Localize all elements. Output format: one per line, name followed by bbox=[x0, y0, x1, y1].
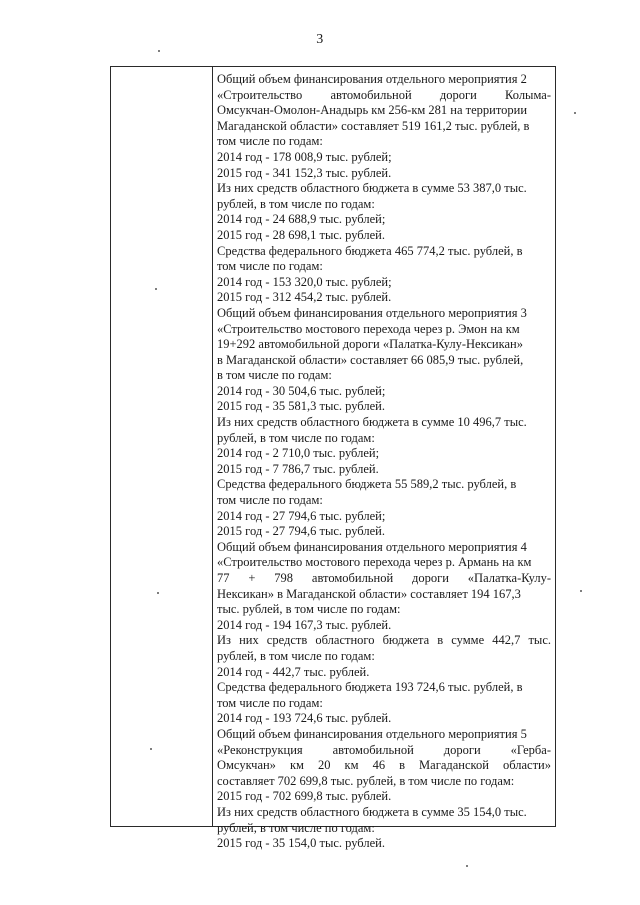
text-line: Магаданской области» составляет 519 161,2 тыс. рублей, в bbox=[217, 118, 530, 133]
text-line: 2014 год - 442,7 тыс. рублей. bbox=[217, 664, 370, 679]
text-line: Общий объем финансирования отдельного мероприятия 3 bbox=[217, 305, 527, 320]
page-number: 3 bbox=[316, 32, 324, 47]
text-line: «Строительство автомобильной дороги Колыма- bbox=[217, 87, 551, 102]
text-line: Общий объем финансирования отдельного мероприятия 2 bbox=[217, 72, 527, 86]
text-line: Из них средств областного бюджета в сумме 35 154,0 тыс. bbox=[217, 804, 527, 819]
scan-speck bbox=[580, 590, 582, 592]
text-line: тыс. рублей, в том числе по годам: bbox=[217, 602, 401, 617]
text-line: рублей, в том числе по годам: bbox=[217, 820, 375, 835]
text-line: рублей, в том числе по годам: bbox=[217, 196, 375, 211]
text-line: 2014 год - 178 008,9 тыс. рублей; bbox=[217, 149, 392, 164]
text-line: «Строительство мостового перехода через р. Армань на км bbox=[217, 555, 532, 570]
text-line: 2014 год - 2 710,0 тыс. рублей; bbox=[217, 446, 380, 461]
text-line: рублей, в том числе по годам: bbox=[217, 430, 375, 445]
scan-speck bbox=[158, 50, 160, 52]
text-line: 77 + 798 автомобильной дороги «Палатка-Кулу- bbox=[217, 571, 551, 585]
text-line: 2015 год - 27 794,6 тыс. рублей. bbox=[217, 524, 385, 539]
text-line: «Строительство мостового перехода через р. Эмон на км bbox=[217, 321, 520, 336]
text-line: Общий объем финансирования отдельного мероприятия 5 bbox=[217, 726, 527, 741]
table-left-cell bbox=[111, 67, 213, 826]
scan-speck bbox=[466, 865, 468, 867]
text-line: Из них средств областного бюджета в сумме 53 387,0 тыс. bbox=[217, 181, 527, 196]
text-line: Из них средств областного бюджета в сумме 10 496,7 тыс. bbox=[217, 415, 527, 430]
text-line: 2014 год - 30 504,6 тыс. рублей; bbox=[217, 383, 386, 398]
scan-speck bbox=[155, 288, 157, 290]
text-line: 2014 год - 27 794,6 тыс. рублей; bbox=[217, 508, 386, 523]
text-line: рублей, в том числе по годам: bbox=[217, 648, 375, 663]
text-line: том числе по годам: bbox=[217, 134, 323, 149]
text-line: 2014 год - 194 167,3 тыс. рублей. bbox=[217, 617, 392, 632]
text-line: в том числе по годам: bbox=[217, 368, 332, 383]
text-line: 19+292 автомобильной дороги «Палатка-Кулу-Нексикан» bbox=[217, 337, 523, 352]
text-line: 2015 год - 312 454,2 тыс. рублей. bbox=[217, 290, 392, 305]
text-line: 2014 год - 193 724,6 тыс. рублей. bbox=[217, 711, 392, 726]
text-line: Общий объем финансирования отдельного мероприятия 4 bbox=[217, 539, 527, 554]
text-line: 2015 год - 28 698,1 тыс. рублей. bbox=[217, 227, 385, 242]
text-line: Средства федерального бюджета 193 724,6 тыс. рублей, в bbox=[217, 680, 523, 695]
text-line: 2015 год - 341 152,3 тыс. рублей. bbox=[217, 165, 392, 180]
text-line: Средства федерального бюджета 465 774,2 тыс. рублей, в bbox=[217, 243, 523, 258]
text-line: составляет 702 699,8 тыс. рублей, в том числе по годам: bbox=[217, 773, 515, 788]
text-line: Омсукчан-Омолон-Анадырь км 256-км 281 на территории bbox=[217, 103, 528, 118]
text-line: 2015 год - 35 581,3 тыс. рублей. bbox=[217, 399, 385, 414]
text-line: 2014 год - 153 320,0 тыс. рублей; bbox=[217, 274, 392, 289]
text-line: Средства федерального бюджета 55 589,2 тыс. рублей, в bbox=[217, 477, 517, 492]
text-line: Омсукчан» км 20 км 46 в Магаданской области» bbox=[217, 758, 551, 773]
text-line: в Магаданской области» составляет 66 085,9 тыс. рублей, bbox=[217, 352, 524, 367]
text-line: 2015 год - 35 154,0 тыс. рублей. bbox=[217, 836, 385, 851]
financing-text-cell bbox=[217, 72, 551, 852]
text-line: том числе по годам: bbox=[217, 493, 323, 508]
document-table bbox=[110, 66, 556, 851]
text-line: Нексикан» в Магаданской области» составляет 194 167,3 bbox=[217, 586, 521, 601]
text-line: 2014 год - 24 688,9 тыс. рублей; bbox=[217, 212, 386, 227]
text-line: Из них средств областного бюджета в сумме 442,7 тыс. bbox=[217, 633, 551, 648]
text-line: 2015 год - 7 786,7 тыс. рублей. bbox=[217, 461, 379, 476]
scan-speck bbox=[157, 592, 159, 594]
text-line: том числе по годам: bbox=[217, 259, 323, 274]
text-line: «Реконструкция автомобильной дороги «Герба- bbox=[217, 742, 551, 757]
text-line: 2015 год - 702 699,8 тыс. рублей. bbox=[217, 789, 392, 804]
text-line: том числе по годам: bbox=[217, 695, 323, 710]
scan-speck bbox=[574, 112, 576, 114]
scan-speck bbox=[150, 748, 152, 750]
